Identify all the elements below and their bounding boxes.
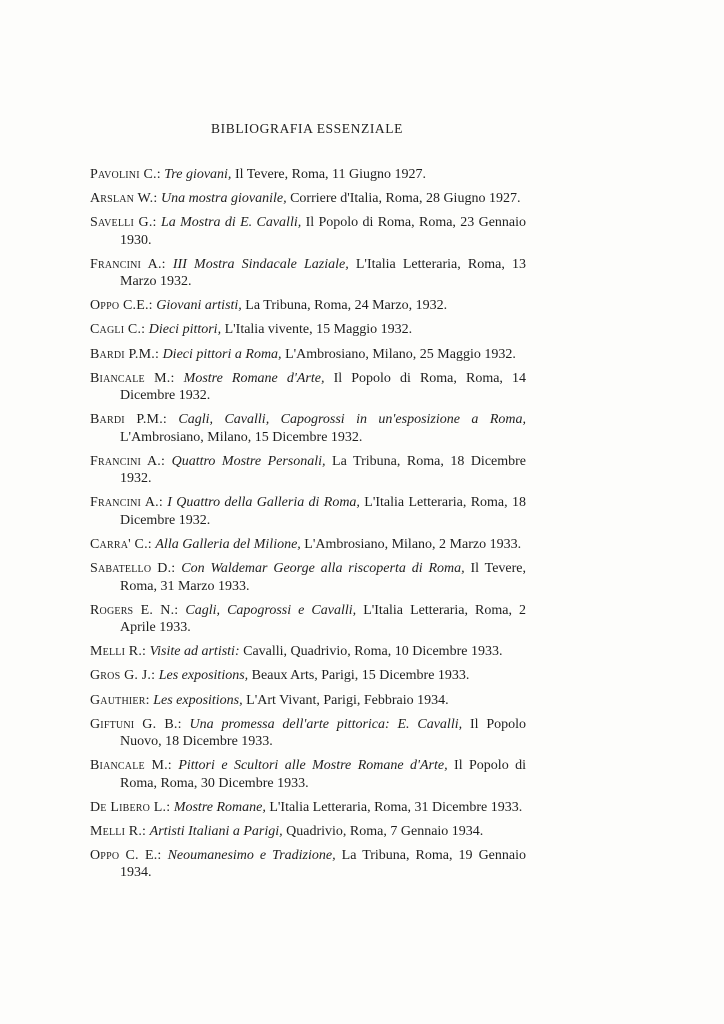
entry-author: Pavolini C.: (90, 167, 161, 182)
entry-author: Sabatello D.: (90, 561, 176, 577)
bibliography-entry (90, 799, 526, 817)
bibliography-entry (90, 643, 526, 661)
entry-publication: L'Italia Letteraria, Roma, 31 Dicembre 1933. (269, 799, 523, 815)
entry-author: Biancale M.: (90, 370, 175, 386)
bibliography-entry (90, 757, 526, 792)
entry-author: Bardi P.M.: (90, 346, 160, 362)
entry-publication: L'Ambrosiano, Milano, 25 Maggio 1932. (285, 346, 516, 362)
entry-author: Bardi P.M.: (90, 412, 167, 428)
entry-publication: Beaux Arts, Parigi, 15 Dicembre 1933. (251, 668, 470, 684)
bibliography-entry (90, 602, 526, 637)
bibliography-entry (90, 190, 526, 208)
entry-author: Melli R.: (90, 823, 147, 839)
entry-author: Giftuni G. B.: (90, 716, 182, 732)
entry-work: III Mostra Sindacale Laziale, (172, 256, 349, 272)
entry-publication: Quadrivio, Roma, 7 Gennaio 1934. (286, 823, 484, 839)
entry-publication: La Tribuna, Roma, 18 Dicembre 1932. (120, 453, 527, 487)
bibliography-entry (90, 166, 526, 184)
bibliography-list (90, 166, 526, 889)
entry-author: Oppo C. E.: (90, 847, 162, 863)
entry-work: Dieci pittori a Roma, (162, 346, 282, 362)
entry-publication: Corriere d'Italia, Roma, 28 Giugno 1927. (290, 191, 521, 207)
entry-author: Oppo C.E.: (90, 298, 153, 314)
bibliography-entry (90, 536, 526, 554)
entry-publication: L'Art Vivant, Parigi, Febbraio 1934. (246, 692, 449, 708)
entry-publication: L'Italia vivente, 15 Maggio 1932. (224, 322, 413, 338)
entry-work: Pittori e Scultori alle Mostre Romane d'Arte, (178, 758, 448, 774)
entry-work: Mostre Romane d'Arte, (183, 370, 325, 386)
entry-work: Les expositions, (158, 668, 249, 684)
entry-publication: Il Tevere, Roma, 11 Giugno 1927. (234, 167, 427, 182)
entry-publication: La Tribuna, Roma, 19 Gennaio 1934. (120, 847, 527, 881)
entry-publication: L'Italia Letteraria, Roma, 2 Aprile 1933. (120, 602, 526, 636)
entry-publication: Il Popolo di Roma, Roma, 30 Dicembre 1933. (120, 758, 527, 791)
entry-work: Una mostra giovanile, (160, 191, 287, 207)
entry-publication: L'Italia Letteraria, Roma, 13 Marzo 1932. (120, 256, 526, 290)
entry-author: Arslan W.: (90, 191, 158, 207)
entry-author: Cagli C.: (90, 322, 146, 338)
entry-work: Cagli, Cavalli, Capogrossi in un'esposizione a Roma, (178, 412, 526, 428)
entry-work: Mostre Romane, (173, 799, 266, 815)
bibliography-entry (90, 321, 526, 339)
bibliography-entry (90, 297, 526, 315)
entry-work: La Mostra di E. Cavalli, (160, 215, 302, 231)
entry-publication: Il Tevere, Roma, 31 Marzo 1933. (120, 561, 527, 594)
entry-work: Cagli, Capogrossi e Cavalli, (185, 602, 357, 618)
entry-publication: L'Ambrosiano, Milano, 2 Marzo 1933. (304, 537, 522, 553)
entry-publication: Il Popolo di Roma, Roma, 14 Dicembre 1932. (120, 370, 527, 404)
entry-author: Francini A.: (90, 453, 166, 469)
entry-author: De Libero L.: (90, 799, 171, 815)
bibliography-entry (90, 823, 526, 841)
bibliography-entry (90, 560, 526, 595)
entry-author: Carra' C.: (90, 537, 152, 553)
entry-work: Dieci pittori, (148, 322, 222, 338)
entry-publication: Il Popolo Nuovo, 18 Dicembre 1933. (120, 716, 526, 750)
entry-publication: Il Popolo di Roma, Roma, 23 Gennaio 1930. (120, 215, 527, 248)
entry-work: I Quattro della Galleria di Roma, (167, 495, 360, 511)
bibliography-entry (90, 716, 526, 751)
bibliography-entry (90, 453, 526, 488)
bibliography-entry (90, 256, 526, 291)
entry-publication: L'Ambrosiano, Milano, 15 Dicembre 1932. (120, 429, 363, 445)
entry-publication: La Tribuna, Roma, 24 Marzo, 1932. (245, 298, 448, 314)
entry-author: Francini A.: (90, 256, 166, 272)
entry-publication: L'Italia Letteraria, Roma, 18 Dicembre 1932. (120, 495, 526, 528)
bibliography-entry (90, 214, 526, 249)
entry-publication: Cavalli, Quadrivio, Roma, 10 Dicembre 1933. (243, 644, 503, 660)
bibliography-entry (90, 411, 526, 446)
entry-work: Neoumanesimo e Tradizione, (167, 847, 336, 863)
entry-work: Tre giovani, (164, 167, 232, 182)
entry-author: Savelli G.: (90, 215, 157, 231)
entry-author: Gauthier: (90, 692, 150, 708)
entry-work: Giovani artisti, (156, 298, 242, 314)
entry-work: Les expositions, (153, 692, 243, 708)
bibliography-entry (90, 667, 526, 685)
entry-author: Biancale M.: (90, 758, 172, 774)
entry-work: Artisti Italiani a Parigi, (149, 823, 283, 839)
entry-work: Visite ad artisti: (149, 644, 240, 660)
entry-author: Melli R.: (90, 644, 147, 660)
page-title: BIBLIOGRAFIA ESSENZIALE (211, 121, 403, 136)
entry-author: Francini A.: (90, 495, 163, 511)
entry-author: Gros G. J.: (90, 668, 156, 684)
entry-work: Una promessa dell'arte pittorica: E. Cavalli, (189, 716, 463, 732)
bibliography-entry (90, 847, 526, 882)
bibliography-entry (90, 370, 526, 405)
bibliography-entry (90, 692, 526, 710)
entry-work: Quattro Mostre Personali, (171, 453, 326, 469)
bibliography-entry (90, 346, 526, 364)
entry-work: Alla Galleria del Milione, (155, 537, 301, 553)
bibliography-entry (90, 494, 526, 529)
entry-author: Rogers E. N.: (90, 602, 179, 618)
entry-work: Con Waldemar George alla riscoperta di Roma, (181, 561, 465, 577)
